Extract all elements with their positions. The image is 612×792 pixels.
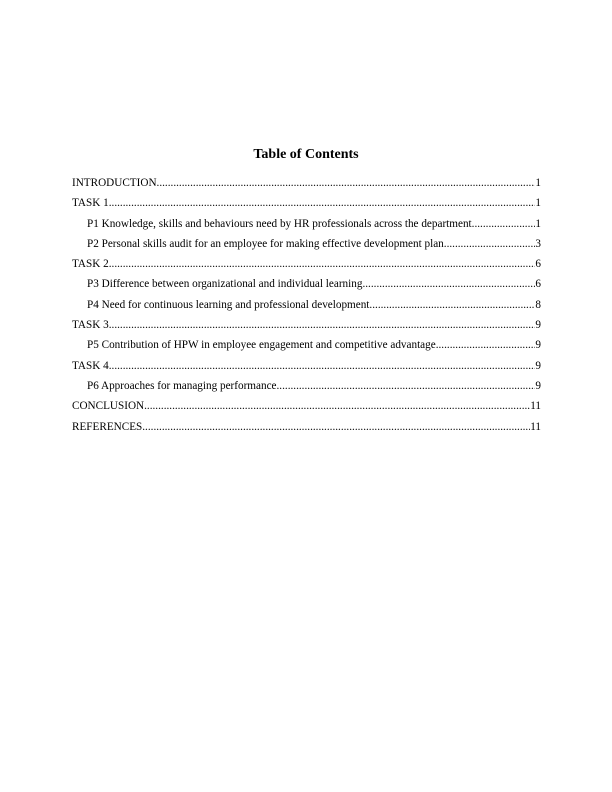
toc-entry-task-3[interactable]	[72, 317, 541, 337]
toc-entry-p6[interactable]	[72, 378, 541, 398]
toc-leader-dots	[109, 195, 536, 211]
toc-entry-text: P5 Contribution of HPW in employee engagement and competitive advantage	[87, 339, 436, 352]
toc-entry-introduction[interactable]	[72, 175, 541, 195]
toc-entry-page: 9	[535, 379, 541, 392]
toc-entry-text: P6 Approaches for managing performance	[87, 379, 277, 392]
toc-entry-text: TASK 3	[72, 319, 109, 332]
toc-entry-page: 9	[535, 319, 541, 332]
toc-entry-text: INTRODUCTION	[72, 177, 157, 189]
toc-leader-dots	[142, 419, 530, 435]
toc-leader-dots	[109, 256, 536, 272]
toc-leader-dots	[109, 317, 536, 333]
toc-entry-p5[interactable]	[72, 337, 541, 357]
toc-entry-page: 6	[535, 258, 541, 271]
toc-entry-text: P1 Knowledge, skills and behaviours need by HR professionals across the department	[87, 217, 472, 230]
toc-entry-task-2[interactable]	[72, 256, 541, 276]
toc-entry-page: 9	[535, 339, 541, 352]
toc-entry-task-4[interactable]	[72, 358, 541, 378]
toc-entry-text: TASK 1	[72, 197, 109, 210]
toc-entry-conclusion[interactable]	[72, 398, 541, 418]
toc-entry-references[interactable]	[72, 419, 541, 439]
toc-list	[72, 175, 541, 439]
toc-leader-dots	[444, 236, 536, 252]
toc-leader-dots	[144, 398, 530, 414]
toc-leader-dots	[472, 216, 536, 232]
toc-entry-page: 1	[535, 177, 541, 189]
toc-leader-dots	[277, 378, 536, 394]
toc-leader-dots	[109, 358, 536, 374]
toc-title: Table of Contents	[253, 147, 359, 162]
toc-entry-text: TASK 4	[72, 359, 109, 372]
toc-entry-page: 1	[535, 217, 541, 230]
toc-entry-text: REFERENCES	[72, 420, 143, 433]
toc-entry-page: 9	[535, 359, 541, 372]
toc-entry-text: TASK 2	[72, 258, 109, 271]
toc-leader-dots	[362, 276, 535, 292]
toc-entry-page: 1	[535, 197, 541, 210]
toc-entry-page: 11	[530, 420, 541, 433]
toc-entry-page: 11	[530, 400, 541, 413]
toc-entry-page: 6	[535, 278, 541, 291]
toc-leader-dots	[436, 337, 536, 353]
toc-leader-dots	[157, 175, 536, 191]
toc-entry-page: 8	[535, 298, 541, 311]
toc-entry-text: P2 Personal skills audit for an employee for making effective development plan	[87, 237, 444, 250]
toc-entry-page: 3	[535, 237, 541, 250]
toc-entry-text: P4 Need for continuous learning and professional development	[87, 298, 370, 311]
toc-entry-text: P3 Difference between organizational and individual learning	[87, 278, 363, 291]
toc-entry-p3[interactable]	[72, 276, 541, 296]
toc-leader-dots	[369, 297, 535, 313]
toc-entry-task-1[interactable]	[72, 195, 541, 215]
toc-entry-p4[interactable]	[72, 297, 541, 317]
toc-entry-p2[interactable]	[72, 236, 541, 256]
toc-entry-text: CONCLUSION	[72, 400, 145, 413]
toc-entry-p1[interactable]	[72, 216, 541, 236]
